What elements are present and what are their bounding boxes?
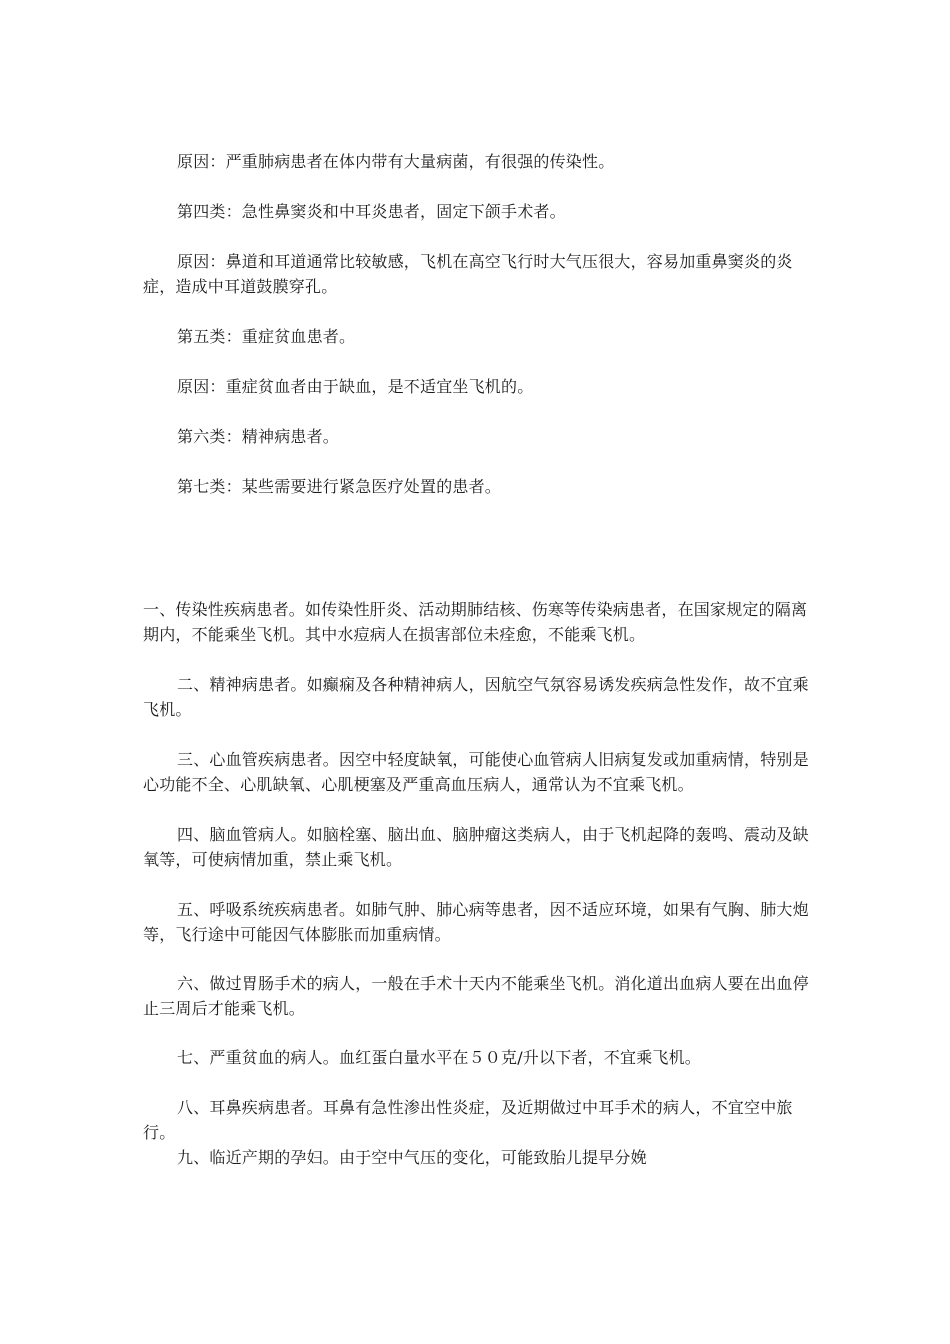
paragraph-item-3: 三、心血管疾病患者。因空中轻度缺氧，可能使心血管病人旧病复发或加重病情，特别是心功能不全、心肌缺氧、心肌梗塞及严重高血压病人，通常认为不宜乘飞机。 <box>143 750 809 794</box>
paragraph-category-7: 第七类：某些需要进行紧急医疗处置的患者。 <box>177 477 502 496</box>
paragraph-item-8: 八、耳鼻疾病患者。耳鼻有急性渗出性炎症，及近期做过中耳手术的病人，不宜空中旅行。 <box>143 1098 793 1142</box>
paragraph-reason-lung: 原因：严重肺病患者在体内带有大量病菌，有很强的传染性。 <box>177 152 615 171</box>
paragraph-item-5: 五、呼吸系统疾病患者。如肺气肿、肺心病等患者，因不适应环境，如果有气胸、肺大炮等，飞行途中可能因气体膨胀而加重病情。 <box>143 900 809 944</box>
paragraph-item-2: 二、精神病患者。如癫痫及各种精神病人，因航空气氛容易诱发疾病急性发作，故不宜乘飞机。 <box>143 675 809 719</box>
paragraph-category-4: 第四类：急性鼻窦炎和中耳炎患者，固定下颌手术者。 <box>177 202 566 221</box>
paragraph-item-1: 一、传染性疾病患者。如传染性肝炎、活动期肺结核、伤寒等传染病患者，在国家规定的隔离期内，不能乘坐飞机。其中水痘病人在损害部位未痊愈，不能乘飞机。 <box>143 600 808 644</box>
paragraph-category-6: 第六类：精神病患者。 <box>177 427 340 446</box>
paragraph-item-9: 九、临近产期的孕妇。由于空中气压的变化，可能致胎儿提早分娩 <box>177 1148 647 1167</box>
paragraph-reason-anemia: 原因：重症贫血者由于缺血，是不适宜坐飞机的。 <box>177 377 534 396</box>
paragraph-item-4: 四、脑血管病人。如脑栓塞、脑出血、脑肿瘤这类病人，由于飞机起降的轰鸣、震动及缺氧等，可使病情加重，禁止乘飞机。 <box>143 825 809 869</box>
paragraph-category-5: 第五类：重症贫血患者。 <box>177 327 356 346</box>
paragraph-reason-sinus: 原因：鼻道和耳道通常比较敏感，飞机在高空飞行时大气压很大，容易加重鼻窦炎的炎症，造成中耳道鼓膜穿孔。 <box>143 252 793 296</box>
paragraph-item-7: 七、严重贫血的病人。血红蛋白量水平在５０克/升以下者，不宜乘飞机。 <box>177 1048 701 1067</box>
paragraph-item-6: 六、做过胃肠手术的病人，一般在手术十天内不能乘坐飞机。消化道出血病人要在出血停止三周后才能乘飞机。 <box>143 974 809 1018</box>
